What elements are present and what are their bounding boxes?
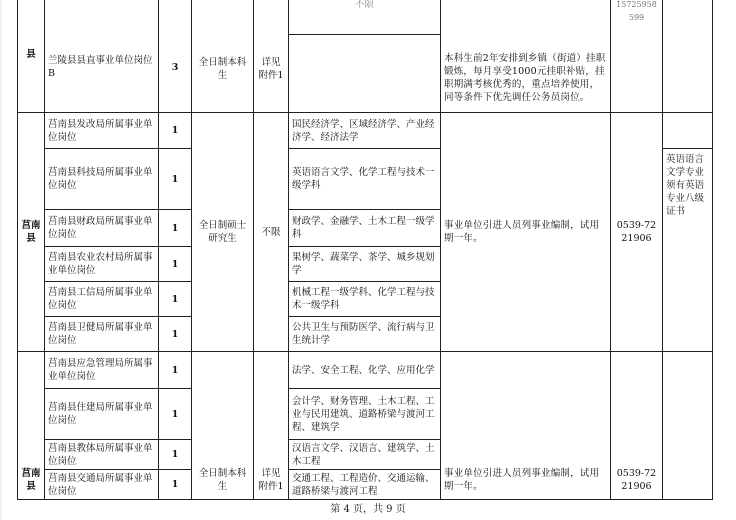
count-cell: 1 [159,282,192,317]
table-row [18,352,713,389]
major-cell: 会计学、财务管理、土木工程、工业与民用建筑、道路桥梁与渡河工程、建筑学 [289,389,441,440]
count-cell: 1 [159,210,192,247]
major-cell: 机械工程一级学科、化学工程与技术一级学科 [289,282,441,317]
unit-cell: 莒南县工信局所属事业单位岗位 [45,282,159,317]
count-cell: 1 [159,470,192,500]
note-cell [663,0,713,113]
major-cell: 公共卫生与预防医学、流行病与卫生统计学 [289,317,441,352]
major-cell: 汉语言文学、汉语言、建筑学、土木工程 [289,440,441,470]
unit-cell: 莒南县财政局所属事业单位岗位 [45,210,159,247]
major-cell: 法学、安全工程、化学、应用化学 [289,352,441,389]
page-edge [0,0,2,520]
unit-cell: 莒南县住建局所属事业单位岗位 [45,389,159,440]
phone-cell: 15725958599 [611,0,663,113]
remark-cell: 本科生前2年安排到乡镇（街道）挂职锻炼，每月享受1000元挂职补贴，挂职期满考核优秀的，重点培养使用，同等条件下优先调任公务员岗位。 [441,0,611,113]
count-cell: 1 [159,317,192,352]
note-cell: 英语语言文学专业须有英语专业八级证书 [663,149,713,352]
degree-cell: 详见附件1 [254,352,289,500]
education-cell: 全日制本科生 [192,0,254,113]
remark-cell: 事业单位引进人员列事业编制，试用期一年。 [441,352,611,500]
count-cell: 1 [159,113,192,149]
county-cell: 县 [18,0,45,113]
unit-cell: 兰陵县县直事业单位岗位B [45,0,159,113]
county-cell: 莒南县 [18,352,45,500]
page-footer: 第 4 页，共 9 页 [330,504,406,515]
unit-cell: 莒南县卫健局所属事业单位岗位 [45,317,159,352]
major-cell: 国民经济学、区域经济学、产业经济学、经济法学 [289,113,441,149]
phone-cell: 0539-7221906 [611,352,663,500]
unit-cell: 莒南县农业农村局所属事业单位岗位 [45,247,159,282]
phone-cell: 0539-7221906 [611,113,663,352]
count-cell: 1 [159,440,192,470]
major-cell: 财政学、金融学、土木工程一级学科 [289,210,441,247]
remark-cell: 事业单位引进人员列事业编制，试用期一年。 [441,113,611,352]
count-cell: 1 [159,352,192,389]
county-cell: 莒南县 [18,113,45,352]
major-cell: 交通工程、工程造价、交通运输、道路桥梁与渡河工程 [289,470,441,500]
major-cell: 不限 [289,0,441,35]
degree-cell: 不限 [254,113,289,352]
unit-cell: 莒南县应急管理局所属事业单位岗位 [45,352,159,389]
note-cell [663,352,713,500]
major-cell: 果树学、蔬菜学、茶学、城乡规划学 [289,247,441,282]
unit-cell: 莒南县交通局所属事业单位岗位 [45,470,159,500]
unit-cell: 莒南县科技局所属事业单位岗位 [45,149,159,210]
degree-cell: 详见附件1 [254,0,289,113]
count-cell: 1 [159,247,192,282]
count-cell: 1 [159,149,192,210]
table-row [18,0,713,35]
education-cell: 全日制本科生 [192,352,254,500]
table-row [18,113,713,149]
major-cell: 英语语言文学、化学工程与技术一级学科 [289,149,441,210]
recruitment-table [17,0,713,500]
count-cell: 3 [159,0,192,113]
major-cell-empty [289,35,441,113]
unit-cell: 莒南县发改局所属事业单位岗位 [45,113,159,149]
count-cell: 1 [159,389,192,440]
note-cell [663,113,713,149]
education-cell: 全日制硕士研究生 [192,113,254,352]
unit-cell: 莒南县教体局所属事业单位岗位 [45,440,159,470]
